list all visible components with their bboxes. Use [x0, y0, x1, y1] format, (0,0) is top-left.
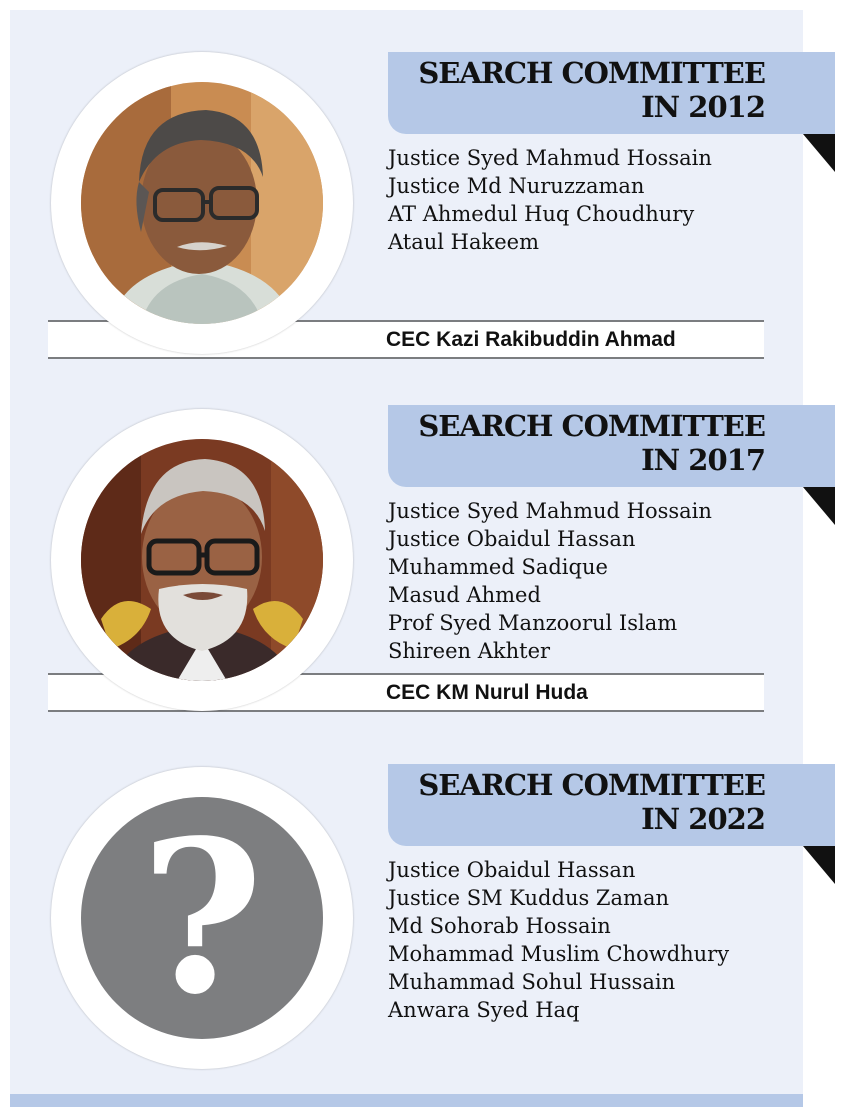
portrait-photo [81, 439, 323, 681]
member-name: Prof Syed Manzoorul Islam [388, 611, 678, 635]
header-title: SEARCH COMMITTEE [418, 56, 765, 90]
section-header [388, 52, 835, 134]
member-name: Shireen Akhter [388, 639, 551, 663]
header-fold-corner [803, 487, 835, 525]
member-name: Anwara Syed Haq [388, 998, 580, 1022]
question-mark-icon [81, 797, 323, 1039]
member-name: Masud Ahmed [388, 583, 541, 607]
section-2017 [0, 405, 845, 735]
photo-frame [51, 52, 353, 354]
member-name: Muhammad Sohul Hussain [388, 970, 676, 994]
header-fold-corner [803, 846, 835, 884]
member-list [388, 497, 712, 665]
section-2022 [0, 764, 845, 1094]
portrait-photo [81, 82, 323, 324]
header-fold-corner [803, 134, 835, 172]
bottom-accent-bar [10, 1094, 803, 1107]
photo-frame [51, 767, 353, 1069]
header-year: IN 2017 [641, 443, 765, 477]
member-name: Md Sohorab Hossain [388, 914, 611, 938]
section-header [388, 405, 835, 487]
member-name: Justice Syed Mahmud Hossain [388, 499, 712, 523]
member-list [388, 144, 712, 256]
header-year: IN 2022 [641, 802, 765, 836]
member-list [388, 856, 729, 1024]
member-name: Muhammed Sadique [388, 555, 608, 579]
member-name: Justice Obaidul Hassan [388, 858, 636, 882]
header-year: IN 2012 [641, 90, 765, 124]
header-title: SEARCH COMMITTEE [418, 409, 765, 443]
member-name: Ataul Hakeem [388, 230, 539, 254]
cec-name: CEC Kazi Rakibuddin Ahmad [386, 328, 676, 351]
member-name: Justice Md Nuruzzaman [388, 174, 645, 198]
photo-frame [51, 409, 353, 711]
section-2012 [0, 52, 845, 382]
question-mark-glyph: ? [140, 797, 264, 1039]
member-name: Justice Obaidul Hassan [388, 527, 636, 551]
member-name: Mohammad Muslim Chowdhury [388, 942, 730, 966]
header-title: SEARCH COMMITTEE [418, 768, 765, 802]
member-name: Justice Syed Mahmud Hossain [388, 146, 712, 170]
member-name: AT Ahmedul Huq Choudhury [388, 202, 695, 226]
section-header [388, 764, 835, 846]
cec-name: CEC KM Nurul Huda [386, 681, 588, 704]
member-name: Justice SM Kuddus Zaman [388, 886, 669, 910]
